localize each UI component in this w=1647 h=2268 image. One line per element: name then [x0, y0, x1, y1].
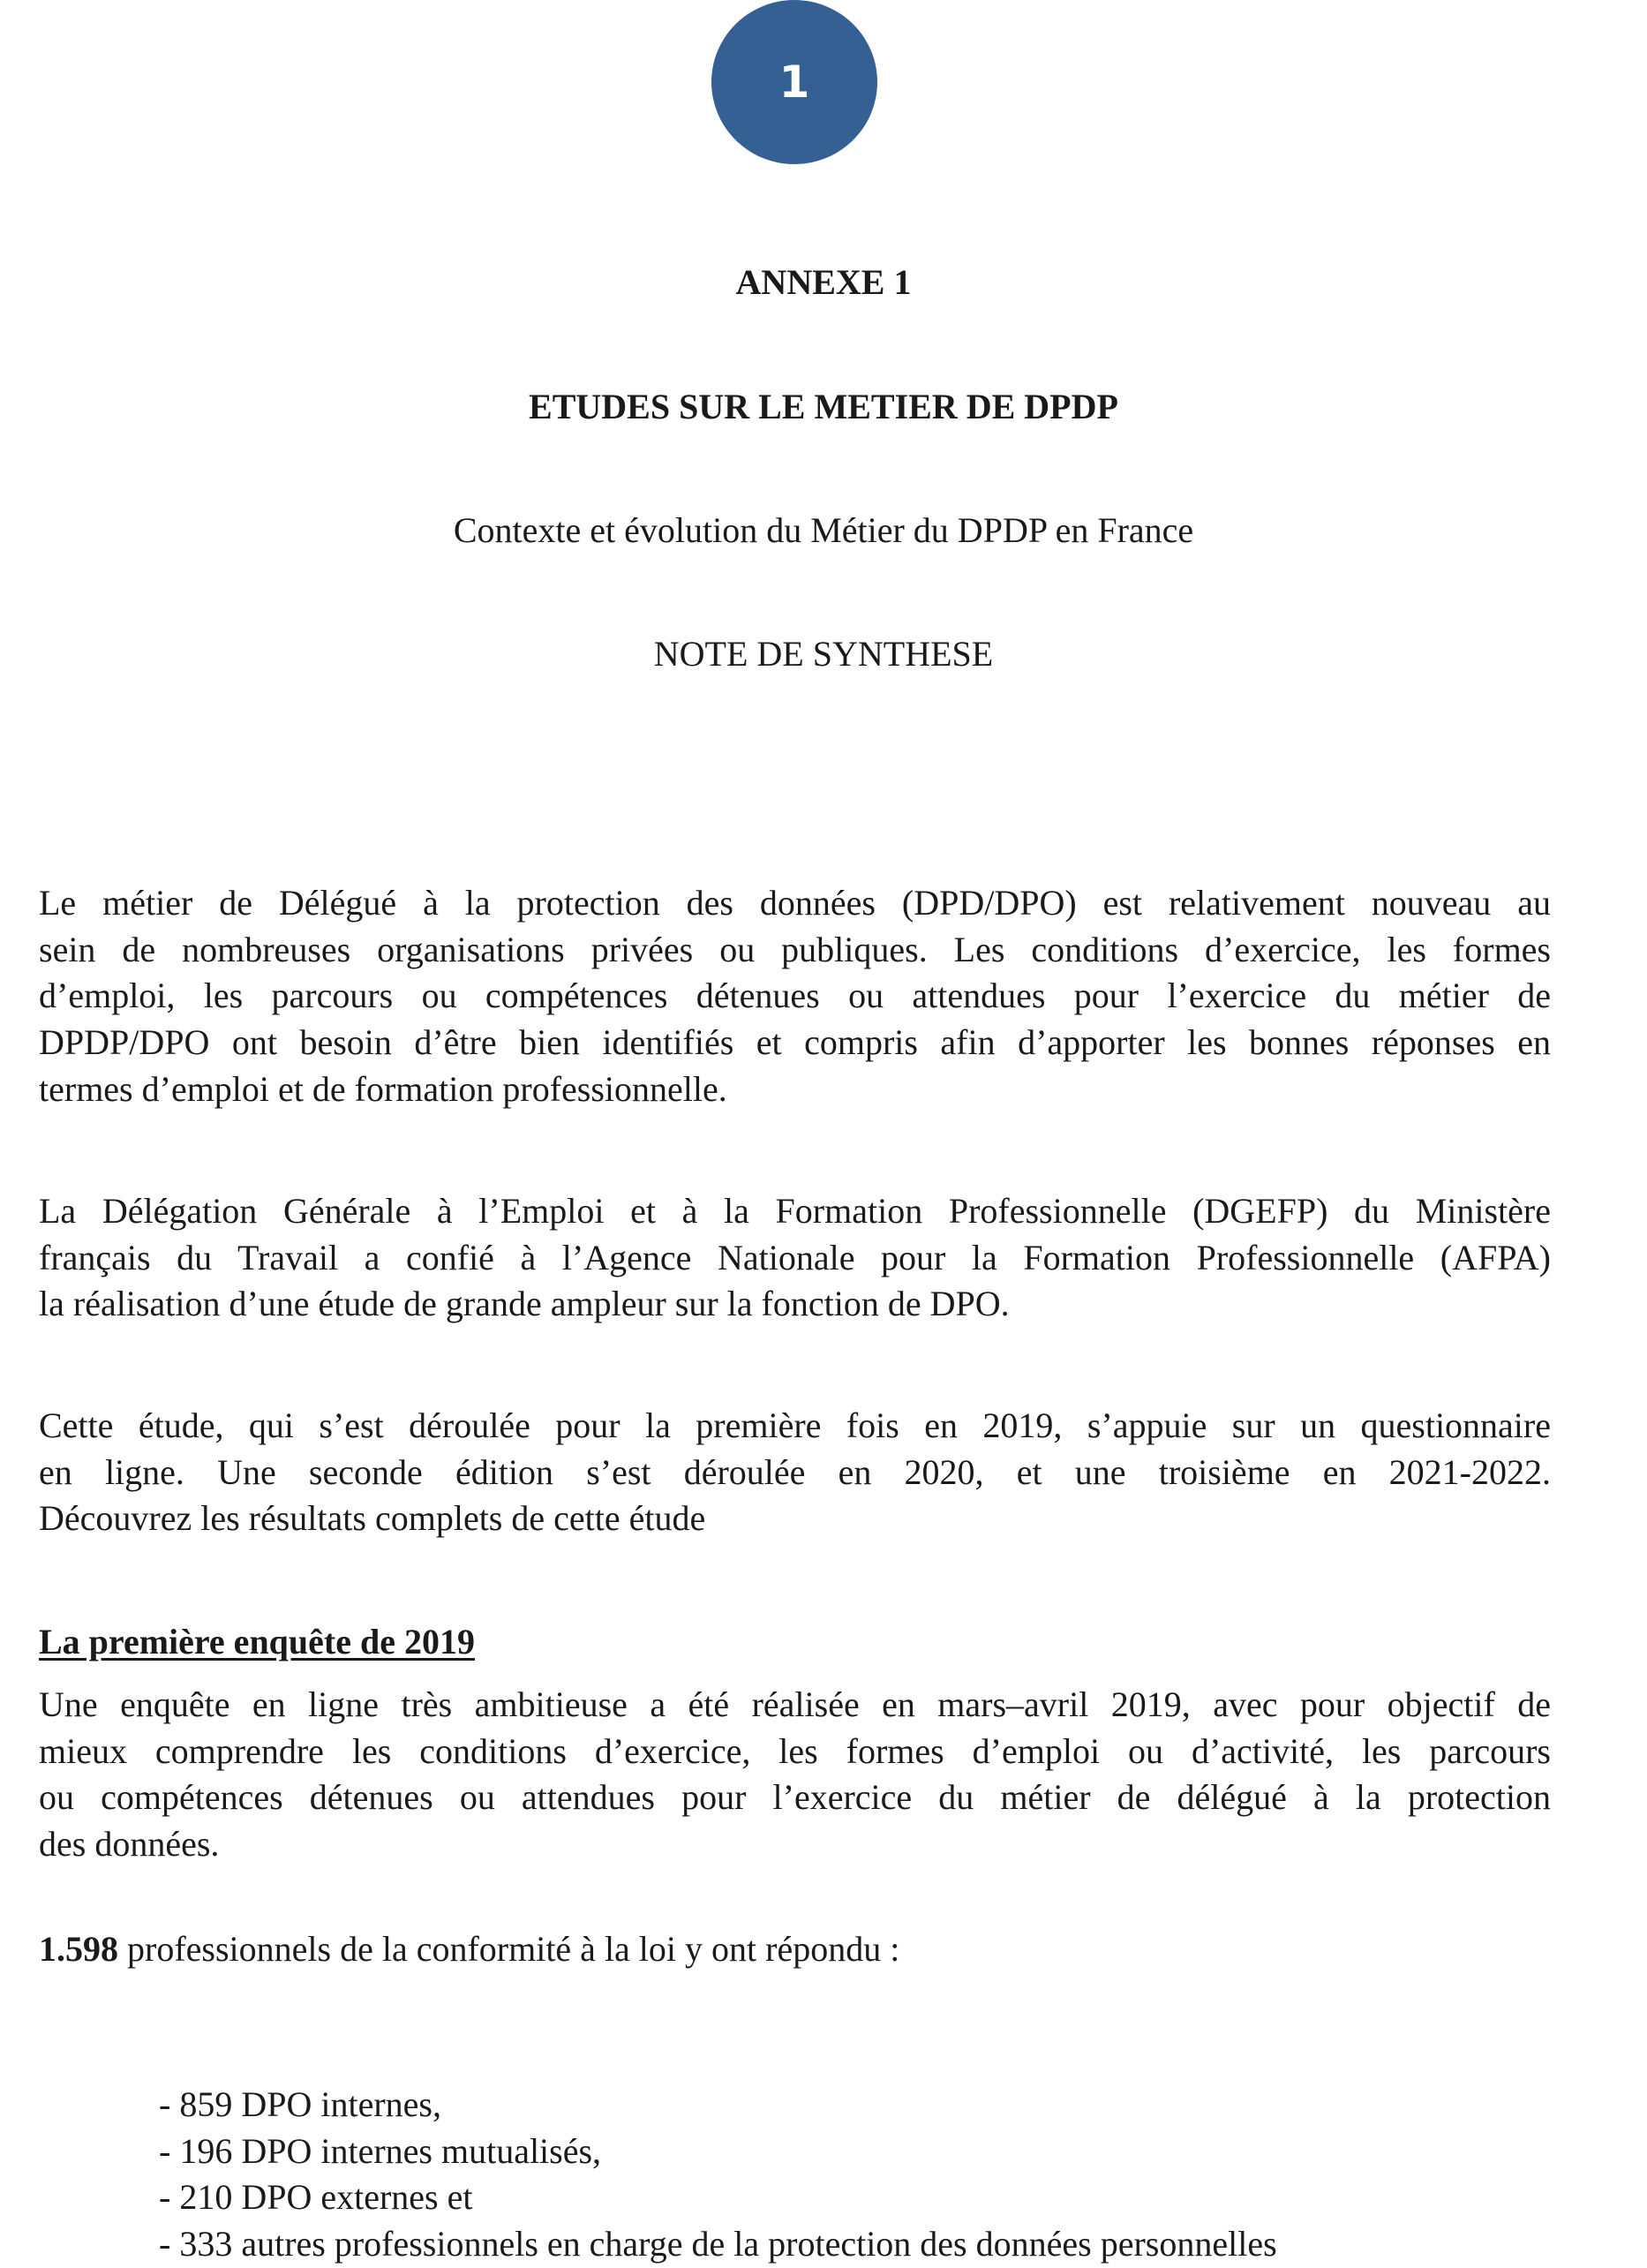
section-heading: La première enquête de 2019 [39, 1622, 476, 1661]
page-number: 1 [778, 57, 810, 108]
list-item: - 333 autres professionnels en charge de la protection des données personnelles [159, 2224, 1277, 2264]
text-line: DPDP/DPO ont besoin d’être bien identifiés et compris afin d’apporter les bonnes réponses en [39, 1022, 1551, 1063]
respondents-count: 1.598 [39, 1929, 118, 1969]
paragraph-intro [39, 880, 1551, 1112]
text-line: Le métier de Délégué à la protection des données (DPD/DPO) est relativement nouveau au [39, 883, 1551, 923]
page-number-badge [711, 0, 877, 164]
respondents-breakdown-list [159, 2082, 1277, 2268]
text-line: sein de nombreuses organisations privées ou publiques. Les conditions d’exercice, les formes [39, 929, 1551, 969]
list-item: - 196 DPO internes mutualisés, [159, 2130, 602, 2171]
text-line: des données. [39, 1824, 220, 1865]
text-line: la réalisation d’une étude de grande ampleur sur la fonction de DPO. [39, 1284, 1010, 1324]
text-line: Une enquête en ligne très ambitieuse a été réalisée en mars–avril 2019, avec pour objectif de [39, 1684, 1551, 1724]
note-label: NOTE DE SYNTHESE [653, 634, 994, 674]
text-line: Découvrez les résultats complets de cette étude [39, 1498, 706, 1539]
text-line: ou compétences détenues ou attendues pour l’exercice du métier de délégué à la protection [39, 1777, 1551, 1818]
respondents-line [39, 1928, 899, 1970]
document-title: ETUDES SUR LE METIER DE DPDP [529, 387, 1118, 426]
text-line: en ligne. Une seconde édition s’est déroulée en 2020, et une troisième en 2021-2022. [39, 1451, 1551, 1492]
paragraph-study [39, 1403, 1551, 1542]
text-line: termes d’emploi et de formation professionnelle. [39, 1068, 727, 1109]
list-item: - 210 DPO externes et [159, 2177, 473, 2218]
text-line: La Délégation Générale à l’Emploi et à la Formation Professionnelle (DGEFP) du Ministère [39, 1191, 1551, 1231]
text-line: Cette étude, qui s’est déroulée pour la première fois en 2019, s’appuie sur un questionnaire [39, 1405, 1551, 1445]
paragraph-survey [39, 1682, 1551, 1868]
document-subtitle: Contexte et évolution du Métier du DPDP en France [453, 510, 1194, 550]
text-line: d’emploi, les parcours ou compétences détenues ou attendues pour l’exercice du métier de [39, 976, 1551, 1016]
paragraph-dgefp [39, 1188, 1551, 1328]
text-line: français du Travail a confié à l’Agence Nationale pour la Formation Professionnelle (AFPA) [39, 1237, 1551, 1277]
list-item: - 859 DPO internes, [159, 2084, 441, 2124]
respondents-text: professionnels de la conformité à la loi y ont répondu : [118, 1929, 900, 1969]
text-line: mieux comprendre les conditions d’exercice, les formes d’emploi ou d’activité, les parcours [39, 1730, 1551, 1771]
annex-title: ANNEXE 1 [735, 262, 912, 302]
